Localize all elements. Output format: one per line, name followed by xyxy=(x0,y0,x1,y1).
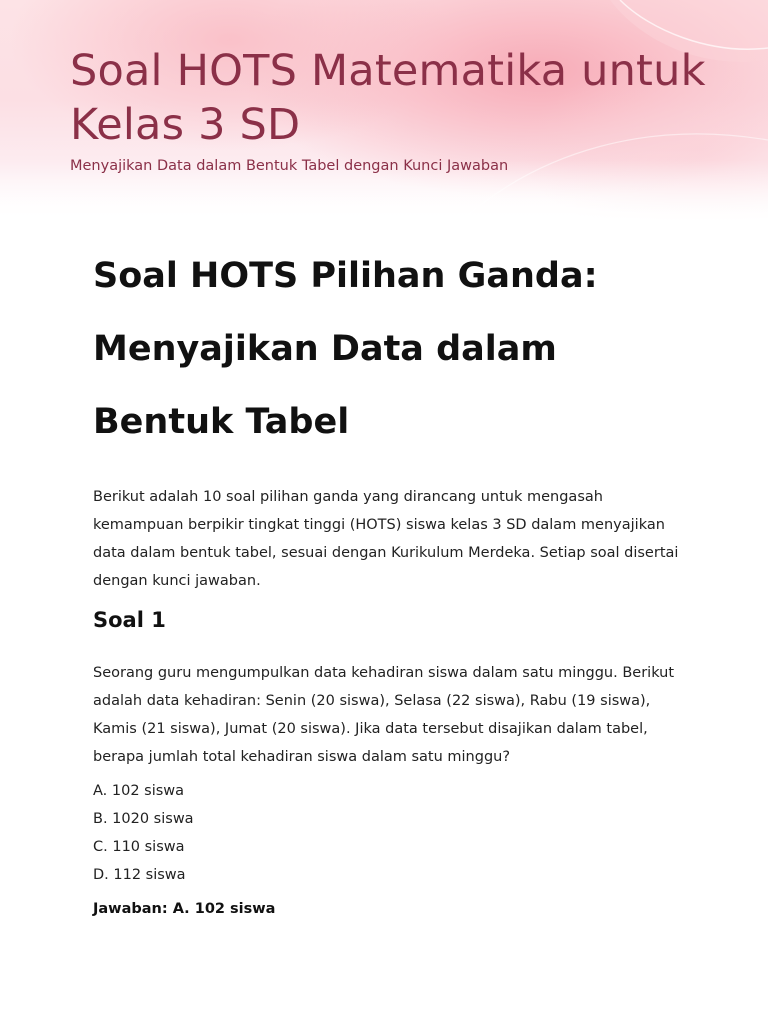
answer-key: Jawaban: A. 102 siswa xyxy=(93,901,276,917)
intro-paragraph: Berikut adalah 10 soal pilihan ganda yang dirancang untuk mengasah kemampuan berpikir tingkat tinggi (HOTS) siswa kelas 3 SD dalam menyajikan data dalam bentuk tabel, sesuai dengan Kurikulum Merdeka. Setiap soal disertai dengan kunci jawaban. xyxy=(93,489,679,589)
question-text: Seorang guru mengumpulkan data kehadiran siswa dalam satu minggu. Berikut adalah data kehadiran: Senin (20 siswa), Selasa (22 siswa), Rabu (19 siswa), Kamis (21 siswa), Jumat (20 siswa). Jika data tersebut disajikan dalam tabel, berapa jumlah total kehadiran siswa dalam satu minggu? xyxy=(93,665,675,765)
section-heading: Soal HOTS Pilihan Ganda: Menyajikan Data dalam Bentuk Tabel xyxy=(93,256,598,442)
document-title: Soal HOTS Matematika untuk Kelas 3 SD xyxy=(70,46,706,150)
page-header xyxy=(0,0,768,222)
answer-options xyxy=(93,777,693,889)
option-d: D. 112 siswa xyxy=(93,867,186,883)
option-b: B. 1020 siswa xyxy=(93,811,194,827)
option-a: A. 102 siswa xyxy=(93,783,185,799)
question-title: Soal 1 xyxy=(93,608,166,632)
option-c: C. 110 siswa xyxy=(93,839,185,855)
main-content xyxy=(93,240,693,923)
document-subtitle: Menyajikan Data dalam Bentuk Tabel dengan Kunci Jawaban xyxy=(70,158,509,174)
question-1 xyxy=(93,605,693,923)
